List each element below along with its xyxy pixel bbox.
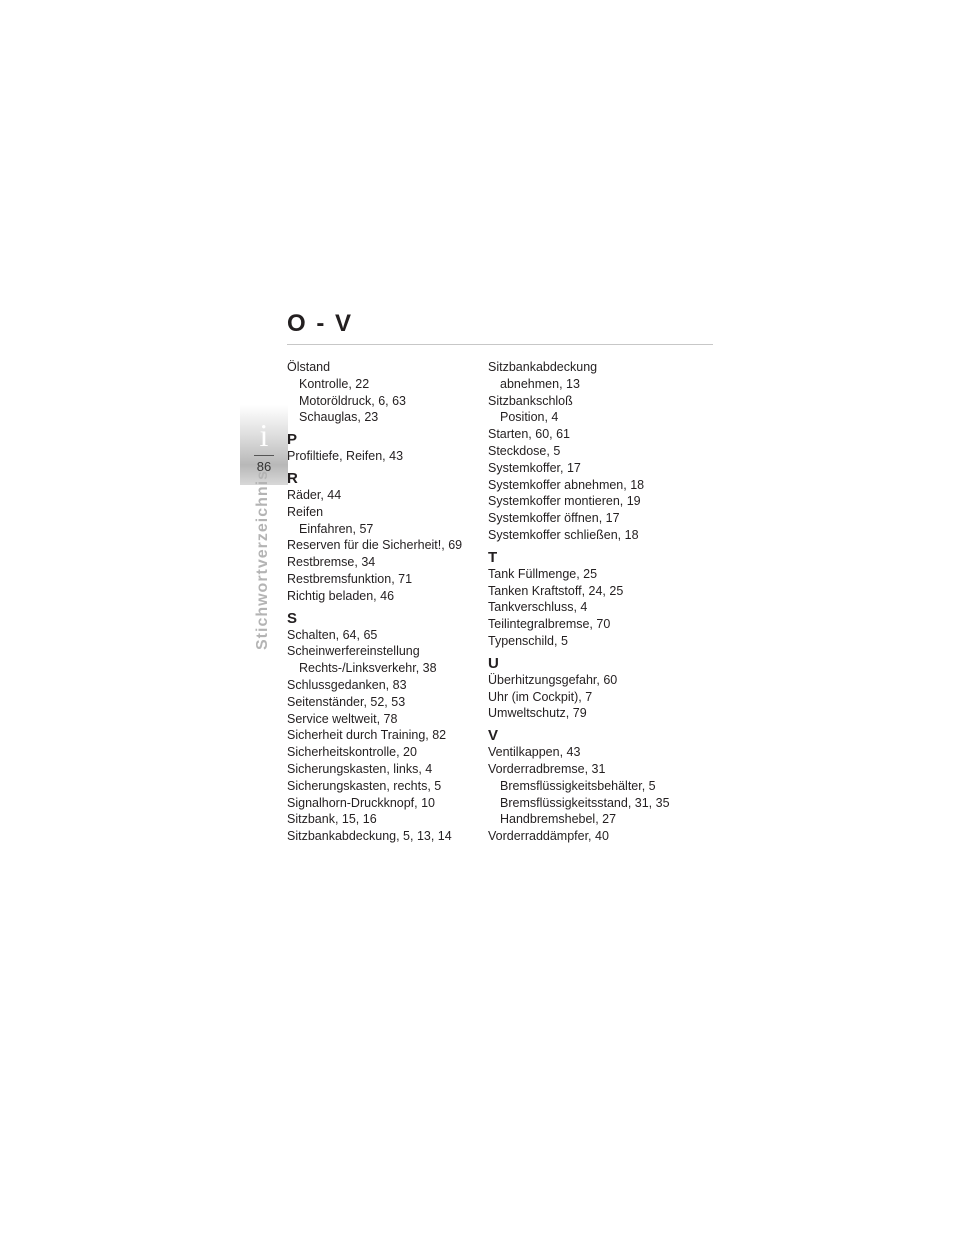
index-entry: Schalten, 64, 65 — [287, 627, 378, 642]
index-entry: Steckdose, 5 — [488, 443, 561, 458]
index-column-left — [287, 359, 497, 845]
index-subentry: Bremsflüssigkeitsbehälter, 5 — [500, 778, 656, 793]
index-subentry: Einfahren, 57 — [299, 521, 374, 536]
index-column-right — [488, 359, 698, 845]
index-entry: Restbremse, 34 — [287, 555, 376, 570]
index-entry: Systemkoffer, 17 — [488, 460, 581, 475]
index-entry: Reifen — [287, 504, 324, 519]
index-entry: Richtig beladen, 46 — [287, 588, 395, 603]
index-entry: Sicherheit durch Training, 82 — [287, 728, 447, 743]
index-subentry: Handbremshebel, 27 — [500, 812, 617, 827]
index-entry: Signalhorn-Druckknopf, 10 — [287, 795, 435, 810]
index-entry: Teilintegralbremse, 70 — [488, 617, 611, 632]
index-entry: Tankverschluss, 4 — [488, 600, 588, 615]
index-entry: Tank Füllmenge, 25 — [488, 566, 598, 581]
index-entry: Sitzbankabdeckung — [488, 360, 598, 374]
index-subentry: Position, 4 — [500, 410, 559, 425]
page-number: 86 — [256, 459, 272, 474]
index-entry: Umweltschutz, 79 — [488, 706, 587, 721]
index-entry: Profiltiefe, Reifen, 43 — [287, 449, 404, 464]
index-subentry: Bremsflüssigkeitsstand, 31, 35 — [500, 795, 670, 810]
index-subentry: Rechts-/Linksverkehr, 38 — [299, 661, 437, 676]
section-label-vertical: Stichwortverzeichnis — [254, 469, 271, 650]
index-subentry: Kontrolle, 22 — [299, 376, 370, 391]
index-entry: Vorderraddämpfer, 40 — [488, 829, 609, 844]
index-entry: Scheinwerfereinstellung — [287, 644, 420, 659]
index-subentry: Motoröldruck, 6, 63 — [299, 393, 406, 408]
index-letter-heading: U — [488, 654, 499, 672]
index-subentry: abnehmen, 13 — [500, 376, 580, 391]
index-entry: Sicherungskasten, links, 4 — [287, 761, 433, 776]
index-entry: Service weltweit, 78 — [287, 711, 398, 726]
index-entry: Räder, 44 — [287, 487, 342, 502]
index-entry: Sicherungskasten, rechts, 5 — [287, 778, 442, 793]
info-i-icon: i — [259, 417, 269, 453]
index-letter-heading: V — [488, 727, 499, 745]
index-entry: Uhr (im Cockpit), 7 — [488, 689, 593, 704]
index-entry: Sicherheitskontrolle, 20 — [287, 745, 417, 760]
index-letter-heading: T — [488, 548, 498, 566]
tab-divider — [254, 455, 274, 456]
index-entry: Restbremsfunktion, 71 — [287, 571, 413, 586]
page-title: O - V — [287, 310, 354, 337]
index-letter-heading: R — [287, 469, 298, 487]
title-divider — [287, 344, 713, 345]
index-letter-heading: S — [287, 609, 298, 627]
index-entry: Sitzbank, 15, 16 — [287, 812, 377, 827]
index-subentry: Schauglas, 23 — [299, 410, 379, 425]
index-letter-heading: P — [287, 431, 298, 449]
index-entry: Ölstand — [287, 360, 331, 374]
index-entry: Überhitzungsgefahr, 60 — [488, 672, 618, 687]
index-entry: Systemkoffer montieren, 19 — [488, 494, 641, 509]
index-entry: Seitenständer, 52, 53 — [287, 694, 406, 709]
index-entry: Sitzbankabdeckung, 5, 13, 14 — [287, 829, 452, 844]
index-entry: Systemkoffer schließen, 18 — [488, 527, 639, 542]
index-entry: Reserven für die Sicherheit!, 69 — [287, 538, 463, 553]
index-entry: Systemkoffer öffnen, 17 — [488, 511, 620, 526]
index-entry: Ventilkappen, 43 — [488, 745, 581, 760]
index-entry: Systemkoffer abnehmen, 18 — [488, 477, 645, 492]
index-entry: Vorderradbremse, 31 — [488, 761, 606, 776]
index-entry: Tanken Kraftstoff, 24, 25 — [488, 583, 624, 598]
index-entry: Schlussgedanken, 83 — [287, 677, 407, 692]
index-entry: Starten, 60, 61 — [488, 427, 571, 442]
index-entry: Sitzbankschloß — [488, 393, 573, 408]
index-entry: Typenschild, 5 — [488, 633, 568, 648]
